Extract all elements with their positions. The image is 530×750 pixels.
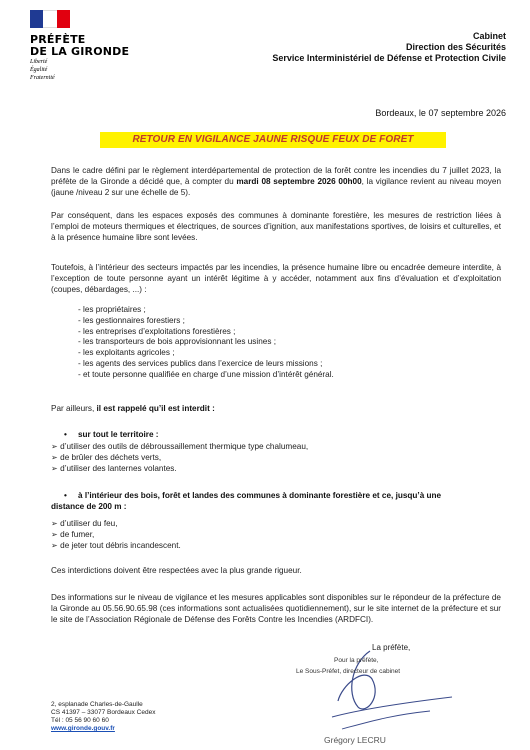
logo-line2: DE LA GIRONDE	[30, 45, 130, 58]
territory-prohibitions-list	[51, 442, 308, 474]
sender-header	[272, 31, 506, 64]
paragraph-restrictions-lifted: Par conséquent, dans les espaces exposés des communes à dominante forestière, les mesures de restriction liées à l’emploi de moteurs thermiques et électriques, de sources d’ignition, aux manifestations sportives, de loisirs et culturelles, et à la présence humaine libre sont levées.	[51, 211, 501, 242]
header-direction: Direction des Sécurités	[405, 42, 506, 52]
section-forest-heading	[51, 491, 504, 513]
list-item: - et toute personne qualifiée en charge d’une mission d’intérêt général.	[78, 369, 334, 379]
section-forest-label-2: distance de 200 m :	[51, 501, 127, 511]
forest-prohibitions-list	[51, 519, 181, 551]
section-territory-heading	[64, 430, 159, 441]
motto-egalite: Égalité	[30, 67, 48, 73]
footer-website-link[interactable]: www.gironde.gouv.fr	[51, 725, 115, 732]
footer-address-1: 2, esplanade Charles-de-Gaulle	[51, 701, 143, 708]
list-item: - les agents des services publics dans l’exercice de leurs missions ;	[78, 358, 323, 368]
logo-line1: PRÉFÈTE	[30, 33, 86, 46]
signature-title: La préfète,	[372, 643, 411, 652]
header-service: Service Interministériel de Défense et Protection Civile	[272, 53, 506, 63]
motto-liberte: Liberté	[30, 59, 48, 65]
section-forest-label-1: à l’intérieur des bois, forêt et landes des communes à dominante forestière et ce, jusqu’à une	[78, 491, 442, 500]
list-item: ➢ d’utiliser des lanternes volantes.	[51, 463, 177, 473]
list-item: - les gestionnaires forestiers ;	[78, 315, 185, 325]
intro-text-before: Dans le cadre défini par le règlement interdépartemental de protection de la forêt contre les incendies du 7 juillet 2023, la préfète de la Gironde a décidé que, à compter du	[51, 166, 501, 186]
section-territory-label: sur tout le territoire :	[78, 430, 159, 439]
list-item: ➢ de jeter tout débris incandescent.	[51, 540, 181, 550]
reminder-bold: il est rappelé qu’il est interdit :	[96, 404, 215, 413]
intro-date-bold: mardi 08 septembre 2026 00h00	[236, 176, 362, 186]
date-line: Bordeaux, le 07 septembre 2026	[375, 108, 506, 118]
motto-fraternite: Fraternité	[30, 75, 55, 81]
authorized-persons-list	[78, 305, 334, 381]
footer-phone: Tél : 05 56 90 60 60	[51, 717, 109, 724]
document-title: RETOUR EN VIGILANCE JAUNE RISQUE FEUX DE FORET	[100, 132, 446, 148]
list-item: - les entreprises d’exploitations forestières ;	[78, 326, 236, 336]
list-item: ➢ d’utiliser du feu,	[51, 519, 118, 528]
header-cabinet: Cabinet	[472, 31, 506, 41]
paragraph-reminder	[51, 404, 501, 415]
list-item: - les transporteurs de bois approvisionnant les usines ;	[78, 337, 276, 347]
bullet-icon: •	[64, 430, 67, 439]
paragraph-information: Des informations sur le niveau de vigilance et les mesures applicables sont disponibles sur le répondeur de la préfecture de la Gironde au 05.56.90.65.98 (ces informations sont actualisées quotidiennement), sur le site internet de la préfecture et sur le site de l’Association Régionale de Défense des Forêts Contre les Incendies (ARDFCI).	[51, 593, 501, 624]
intro-text-after: , la vigilance revient au niveau moyen (jaune /niveau 2 sur une échelle de 5).	[51, 176, 501, 197]
list-item: - les propriétaires ;	[78, 305, 146, 314]
marianne-flag-icon	[30, 10, 70, 28]
signature-delegation: Pour la préfète,	[334, 657, 379, 664]
reminder-text: Par ailleurs,	[51, 404, 97, 413]
paragraph-intro	[51, 166, 501, 198]
bullet-icon: •	[64, 491, 67, 500]
list-item: ➢ d’utiliser des outils de débroussaillement thermique type chalumeau,	[51, 442, 309, 451]
footer-address-2: CS 41397 – 33077 Bordeaux Cedex	[51, 709, 156, 716]
list-item: ➢ de fumer,	[51, 529, 95, 539]
list-item: - les exploitants agricoles ;	[78, 348, 175, 358]
signatory-name: Grégory LECRU	[324, 735, 386, 745]
footer-contact	[51, 701, 155, 733]
paragraph-exceptions: Toutefois, à l’intérieur des secteurs impactés par les incendies, la présence humaine libre ou encadrée demeure interdite, à l’exception de toute personne ayant un intérêt légitime à y accéder, notamment aux fins d’évaluation et d’exploitation (coupes, débardages, ...) :	[51, 263, 501, 294]
prefecture-logo	[30, 10, 150, 82]
paragraph-rigor: Ces interdictions doivent être respectées avec la plus grande rigueur.	[51, 566, 302, 575]
list-item: ➢ de brûler des déchets verts,	[51, 452, 162, 462]
signature-role: Le Sous-Préfet, directeur de cabinet	[296, 668, 401, 675]
